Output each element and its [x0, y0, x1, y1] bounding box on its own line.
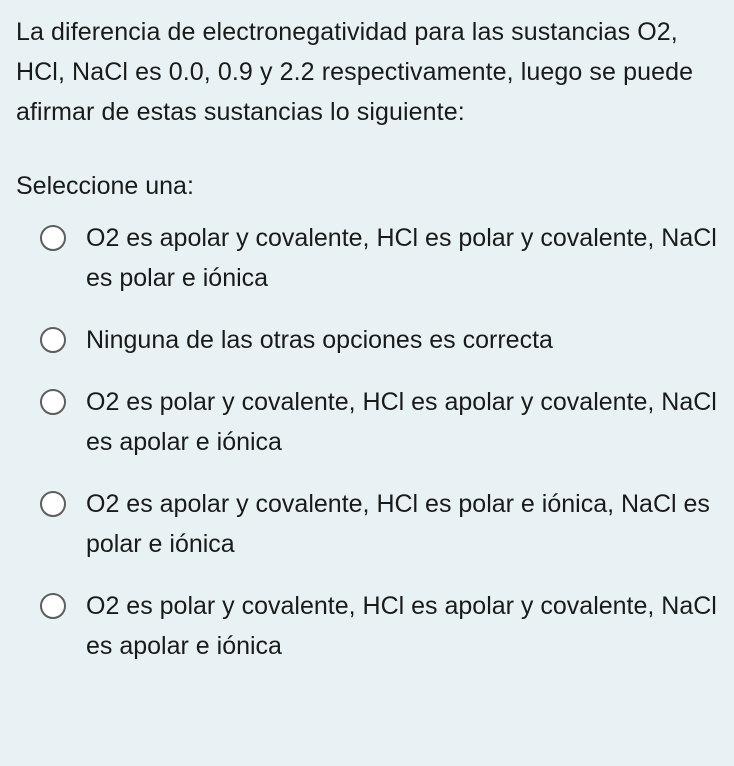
answer-option-4[interactable] [16, 484, 720, 564]
answer-option-3[interactable] [16, 382, 720, 462]
answer-option-2[interactable] [16, 320, 720, 360]
answer-option-label-2[interactable]: Ninguna de las otras opciones es correcta [86, 326, 553, 354]
question-text: La diferencia de electronegatividad para las sustancias O2, HCl, NaCl es 0.0, 0.9 y 2.2 respectivamente, luego se puede afirmar de estas sustancias lo siguiente: [16, 18, 694, 126]
answer-option-5[interactable] [16, 586, 720, 666]
select-one-label: Seleccione una: [16, 172, 194, 200]
radio-button-3[interactable] [40, 389, 66, 415]
answer-option-label-4[interactable]: O2 es apolar y covalente, HCl es polar e iónica, NaCl es polar e iónica [86, 490, 710, 558]
answer-options-list [16, 218, 720, 666]
answer-option-label-3[interactable]: O2 es polar y covalente, HCl es apolar y covalente, NaCl es apolar e iónica [86, 388, 717, 456]
answer-option-label-1[interactable]: O2 es apolar y covalente, HCl es polar y covalente, NaCl es polar e iónica [86, 224, 717, 292]
answer-option-1[interactable] [16, 218, 720, 298]
radio-button-2[interactable] [40, 327, 66, 353]
radio-button-5[interactable] [40, 593, 66, 619]
radio-button-1[interactable] [40, 225, 66, 251]
radio-button-4[interactable] [40, 491, 66, 517]
answer-option-label-5[interactable]: O2 es polar y covalente, HCl es apolar y covalente, NaCl es apolar e iónica [86, 592, 717, 660]
